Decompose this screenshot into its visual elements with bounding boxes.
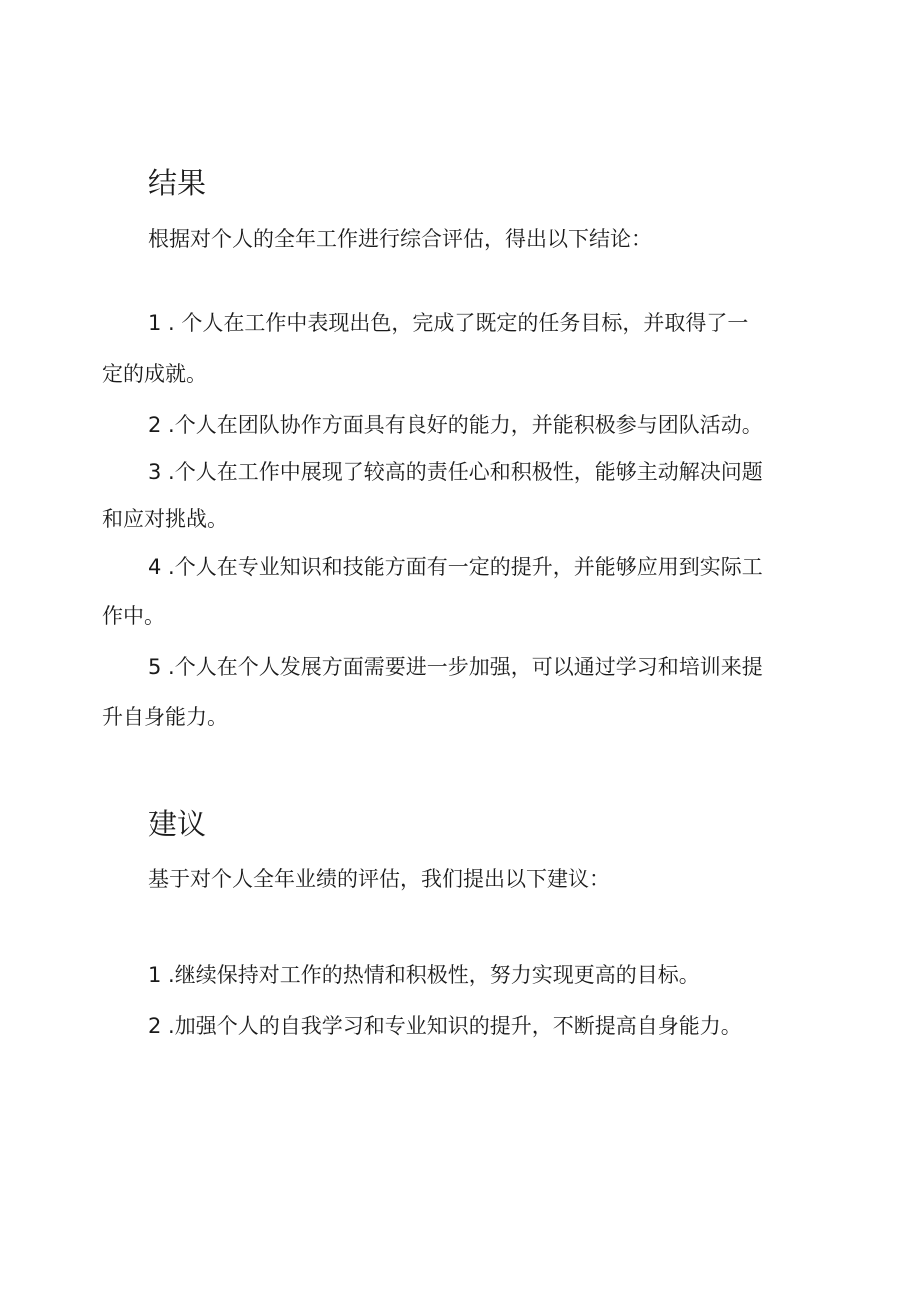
suggestions-item-1: 1 .继续保持对工作的热情和积极性，努力实现更高的目标。 bbox=[148, 963, 700, 987]
results-item-4-line2: 作中。 bbox=[102, 604, 165, 628]
results-item-3-line2: 和应对挑战。 bbox=[102, 507, 228, 531]
suggestions-item-2: 2 .加强个人的自我学习和专业知识的提升，不断提高自身能力。 bbox=[148, 1014, 742, 1038]
results-item-1-line1: 1 . 个人在工作中表现出色，完成了既定的任务目标，并取得了一 bbox=[148, 311, 749, 335]
suggestions-intro: 基于对个人全年业绩的评估，我们提出以下建议： bbox=[148, 867, 610, 891]
results-item-1-line2: 定的成就。 bbox=[102, 362, 207, 386]
results-item-5-line2: 升自身能力。 bbox=[102, 705, 228, 729]
results-intro: 根据对个人的全年工作进行综合评估，得出以下结论： bbox=[148, 227, 652, 251]
suggestions-heading: 建议 bbox=[148, 807, 207, 841]
results-item-2-line1: 2 .个人在团队协作方面具有良好的能力，并能积极参与团队活动。 bbox=[148, 413, 763, 437]
results-item-4-line1: 4 .个人在专业知识和技能方面有一定的提升，并能够应用到实际工 bbox=[148, 555, 763, 579]
results-item-5-line1: 5 .个人在个人发展方面需要进一步加强，可以通过学习和培训来提 bbox=[148, 655, 763, 679]
results-item-3-line1: 3 .个人在工作中展现了较高的责任心和积极性，能够主动解决问题 bbox=[148, 460, 763, 484]
results-heading: 结果 bbox=[148, 166, 207, 200]
